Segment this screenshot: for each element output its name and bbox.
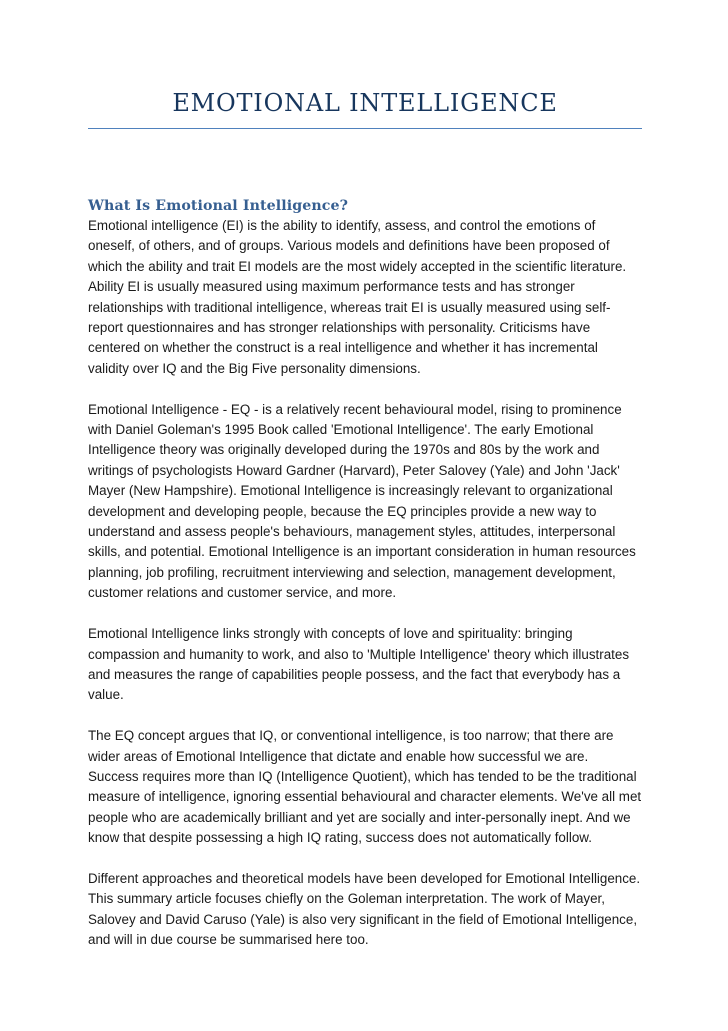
- title-underline: [88, 128, 642, 129]
- section-heading: What Is Emotional Intelligence?: [88, 198, 349, 214]
- paragraph-4: The EQ concept argues that IQ, or conventional intelligence, is too narrow; that there are wider areas of Emotional Intelligence that dictate and enable how successful we are. Success requires more than IQ (Intelligence Quotient), which has tended to be the traditional measure of intelligence, ignoring essential behavioural and character elements. We've all met people who are academically brilliant and yet are socially and inter-personally inept. And we know that despite possessing a high IQ rating, success does not automatically follow.: [88, 728, 642, 846]
- paragraph-2: Emotional Intelligence - EQ - is a relatively recent behavioural model, rising to prominence with Daniel Goleman's 1995 Book called 'Emotional Intelligence'. The early Emotional Intelligence theory was originally developed during the 1970s and 80s by the work and writings of psychologists Howard Gardner (Harvard), Peter Salovey (Yale) and John 'Jack' Mayer (New Hampshire). Emotional Intelligence is increasingly relevant to organizational development and developing people, because the EQ principles provide a new way to understand and assess people's behaviours, management styles, attitudes, interpersonal skills, and potential. Emotional Intelligence is an important consideration in human resources planning, job profiling, recruitment interviewing and selection, management development, customer relations and customer service, and more.: [88, 401, 636, 601]
- paragraph-5: Different approaches and theoretical models have been developed for Emotional Intelligence. This summary article focuses chiefly on the Goleman interpretation. The work of Mayer, Salovey and David Caruso (Yale) is also very significant in the field of Emotional Intelligence, and will in due course be summarised here too.: [88, 870, 641, 948]
- paragraph-3: Emotional Intelligence links strongly with concepts of love and spirituality: bringing compassion and humanity to work, and also to 'Multiple Intelligence' theory which illustrates and measures the range of capabilities people possess, and the fact that everybody has a value.: [88, 626, 630, 703]
- document-title: EMOTIONAL INTELLIGENCE: [172, 89, 558, 117]
- document-body: [88, 196, 642, 971]
- paragraph-1: Emotional intelligence (EI) is the ability to identify, assess, and control the emotions of oneself, of others, and of groups. Various models and definitions have been proposed of which the ability and trait EI models are the most widely accepted in the scientific literature. Ability EI is usually measured using maximum performance tests and has stronger relationships with traditional intelligence, whereas trait EI is usually measured using self-report questionnaires and has stronger relationships with personality. Criticisms have centered on whether the construct is a real intelligence and whether it has incremental validity over IQ and the Big Five personality dimensions.: [88, 218, 627, 376]
